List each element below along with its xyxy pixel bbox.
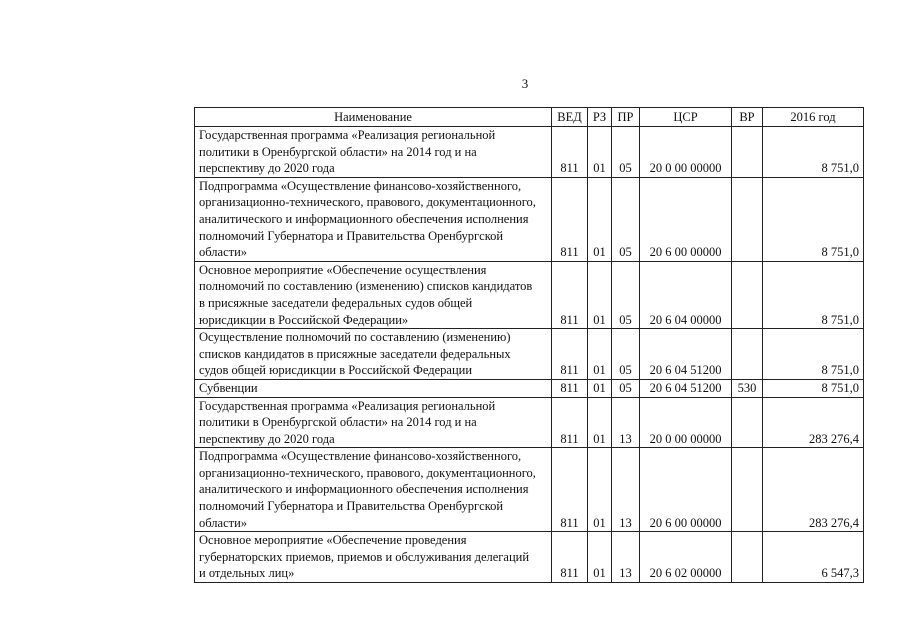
budget-table	[194, 107, 864, 583]
row-csr: 20 6 04 00000	[640, 261, 732, 328]
row-amount: 283 276,4	[763, 448, 864, 532]
row-amount: 6 547,3	[763, 532, 864, 583]
row-name: Государственная программа «Реализация региональной политики в Оренбургской области» на 2014 год и на перспективу до 2020 года	[195, 127, 552, 178]
header-ved: ВЕД	[552, 108, 588, 127]
row-vr	[732, 448, 763, 532]
row-rz: 01	[588, 329, 612, 380]
row-csr: 20 6 00 00000	[640, 177, 732, 261]
header-pr: ПР	[612, 108, 640, 127]
row-vr	[732, 127, 763, 178]
row-vr	[732, 397, 763, 448]
row-name: Подпрограмма «Осуществление финансово-хозяйственного, организационно-технического, правового, документационного, аналитического и информационного обеспечения исполнения полномочий Губернатора и Правительства Оренбургской области»	[195, 448, 552, 532]
row-amount: 8 751,0	[763, 329, 864, 380]
row-ved: 811	[552, 379, 588, 397]
row-pr: 13	[612, 532, 640, 583]
row-vr: 530	[732, 379, 763, 397]
row-rz: 01	[588, 261, 612, 328]
table-row	[195, 379, 864, 397]
row-rz: 01	[588, 532, 612, 583]
row-amount: 283 276,4	[763, 397, 864, 448]
row-rz: 01	[588, 448, 612, 532]
row-csr: 20 6 02 00000	[640, 532, 732, 583]
row-csr: 20 6 04 51200	[640, 379, 732, 397]
header-csr: ЦСР	[640, 108, 732, 127]
row-rz: 01	[588, 177, 612, 261]
row-name: Основное мероприятие «Обеспечение осуществления полномочий по составлению (изменению) списков кандидатов в присяжные заседатели федеральных судов общей юрисдикции в Российской Федерации»	[195, 261, 552, 328]
table-row	[195, 397, 864, 448]
row-rz: 01	[588, 127, 612, 178]
row-ved: 811	[552, 448, 588, 532]
row-amount: 8 751,0	[763, 177, 864, 261]
row-rz: 01	[588, 379, 612, 397]
table-row	[195, 177, 864, 261]
row-ved: 811	[552, 329, 588, 380]
row-vr	[732, 329, 763, 380]
table-header-row	[195, 108, 864, 127]
row-amount: 8 751,0	[763, 379, 864, 397]
row-vr	[732, 261, 763, 328]
table-row	[195, 127, 864, 178]
row-pr: 05	[612, 379, 640, 397]
page-number: 3	[521, 76, 529, 91]
row-ved: 811	[552, 532, 588, 583]
row-name: Осуществление полномочий по составлению (изменению) списков кандидатов в присяжные заседатели федеральных судов общей юрисдикции в Российской Федерации	[195, 329, 552, 380]
row-rz: 01	[588, 397, 612, 448]
row-name: Подпрограмма «Осуществление финансово-хозяйственного, организационно-технического, правового, документационного, аналитического и информационного обеспечения исполнения полномочий Губернатора и Правительства Оренбургской области»	[195, 177, 552, 261]
header-year: 2016 год	[763, 108, 864, 127]
table-row	[195, 261, 864, 328]
row-vr	[732, 177, 763, 261]
row-pr: 13	[612, 448, 640, 532]
row-pr: 05	[612, 177, 640, 261]
row-csr: 20 0 00 00000	[640, 127, 732, 178]
table-row	[195, 329, 864, 380]
header-vr: ВР	[732, 108, 763, 127]
row-ved: 811	[552, 397, 588, 448]
row-ved: 811	[552, 127, 588, 178]
row-amount: 8 751,0	[763, 261, 864, 328]
row-vr	[732, 532, 763, 583]
row-pr: 05	[612, 127, 640, 178]
row-pr: 05	[612, 329, 640, 380]
row-ved: 811	[552, 261, 588, 328]
table-row	[195, 532, 864, 583]
row-name: Субвенции	[195, 379, 552, 397]
row-amount: 8 751,0	[763, 127, 864, 178]
row-pr: 05	[612, 261, 640, 328]
row-pr: 13	[612, 397, 640, 448]
row-csr: 20 6 04 51200	[640, 329, 732, 380]
header-name: Наименование	[195, 108, 552, 127]
header-rz: РЗ	[588, 108, 612, 127]
row-csr: 20 6 00 00000	[640, 448, 732, 532]
row-ved: 811	[552, 177, 588, 261]
row-name: Государственная программа «Реализация региональной политики в Оренбургской области» на 2014 год и на перспективу до 2020 года	[195, 397, 552, 448]
row-name: Основное мероприятие «Обеспечение проведения губернаторских приемов, приемов и обслуживания делегаций и отдельных лиц»	[195, 532, 552, 583]
table-row	[195, 448, 864, 532]
row-csr: 20 0 00 00000	[640, 397, 732, 448]
